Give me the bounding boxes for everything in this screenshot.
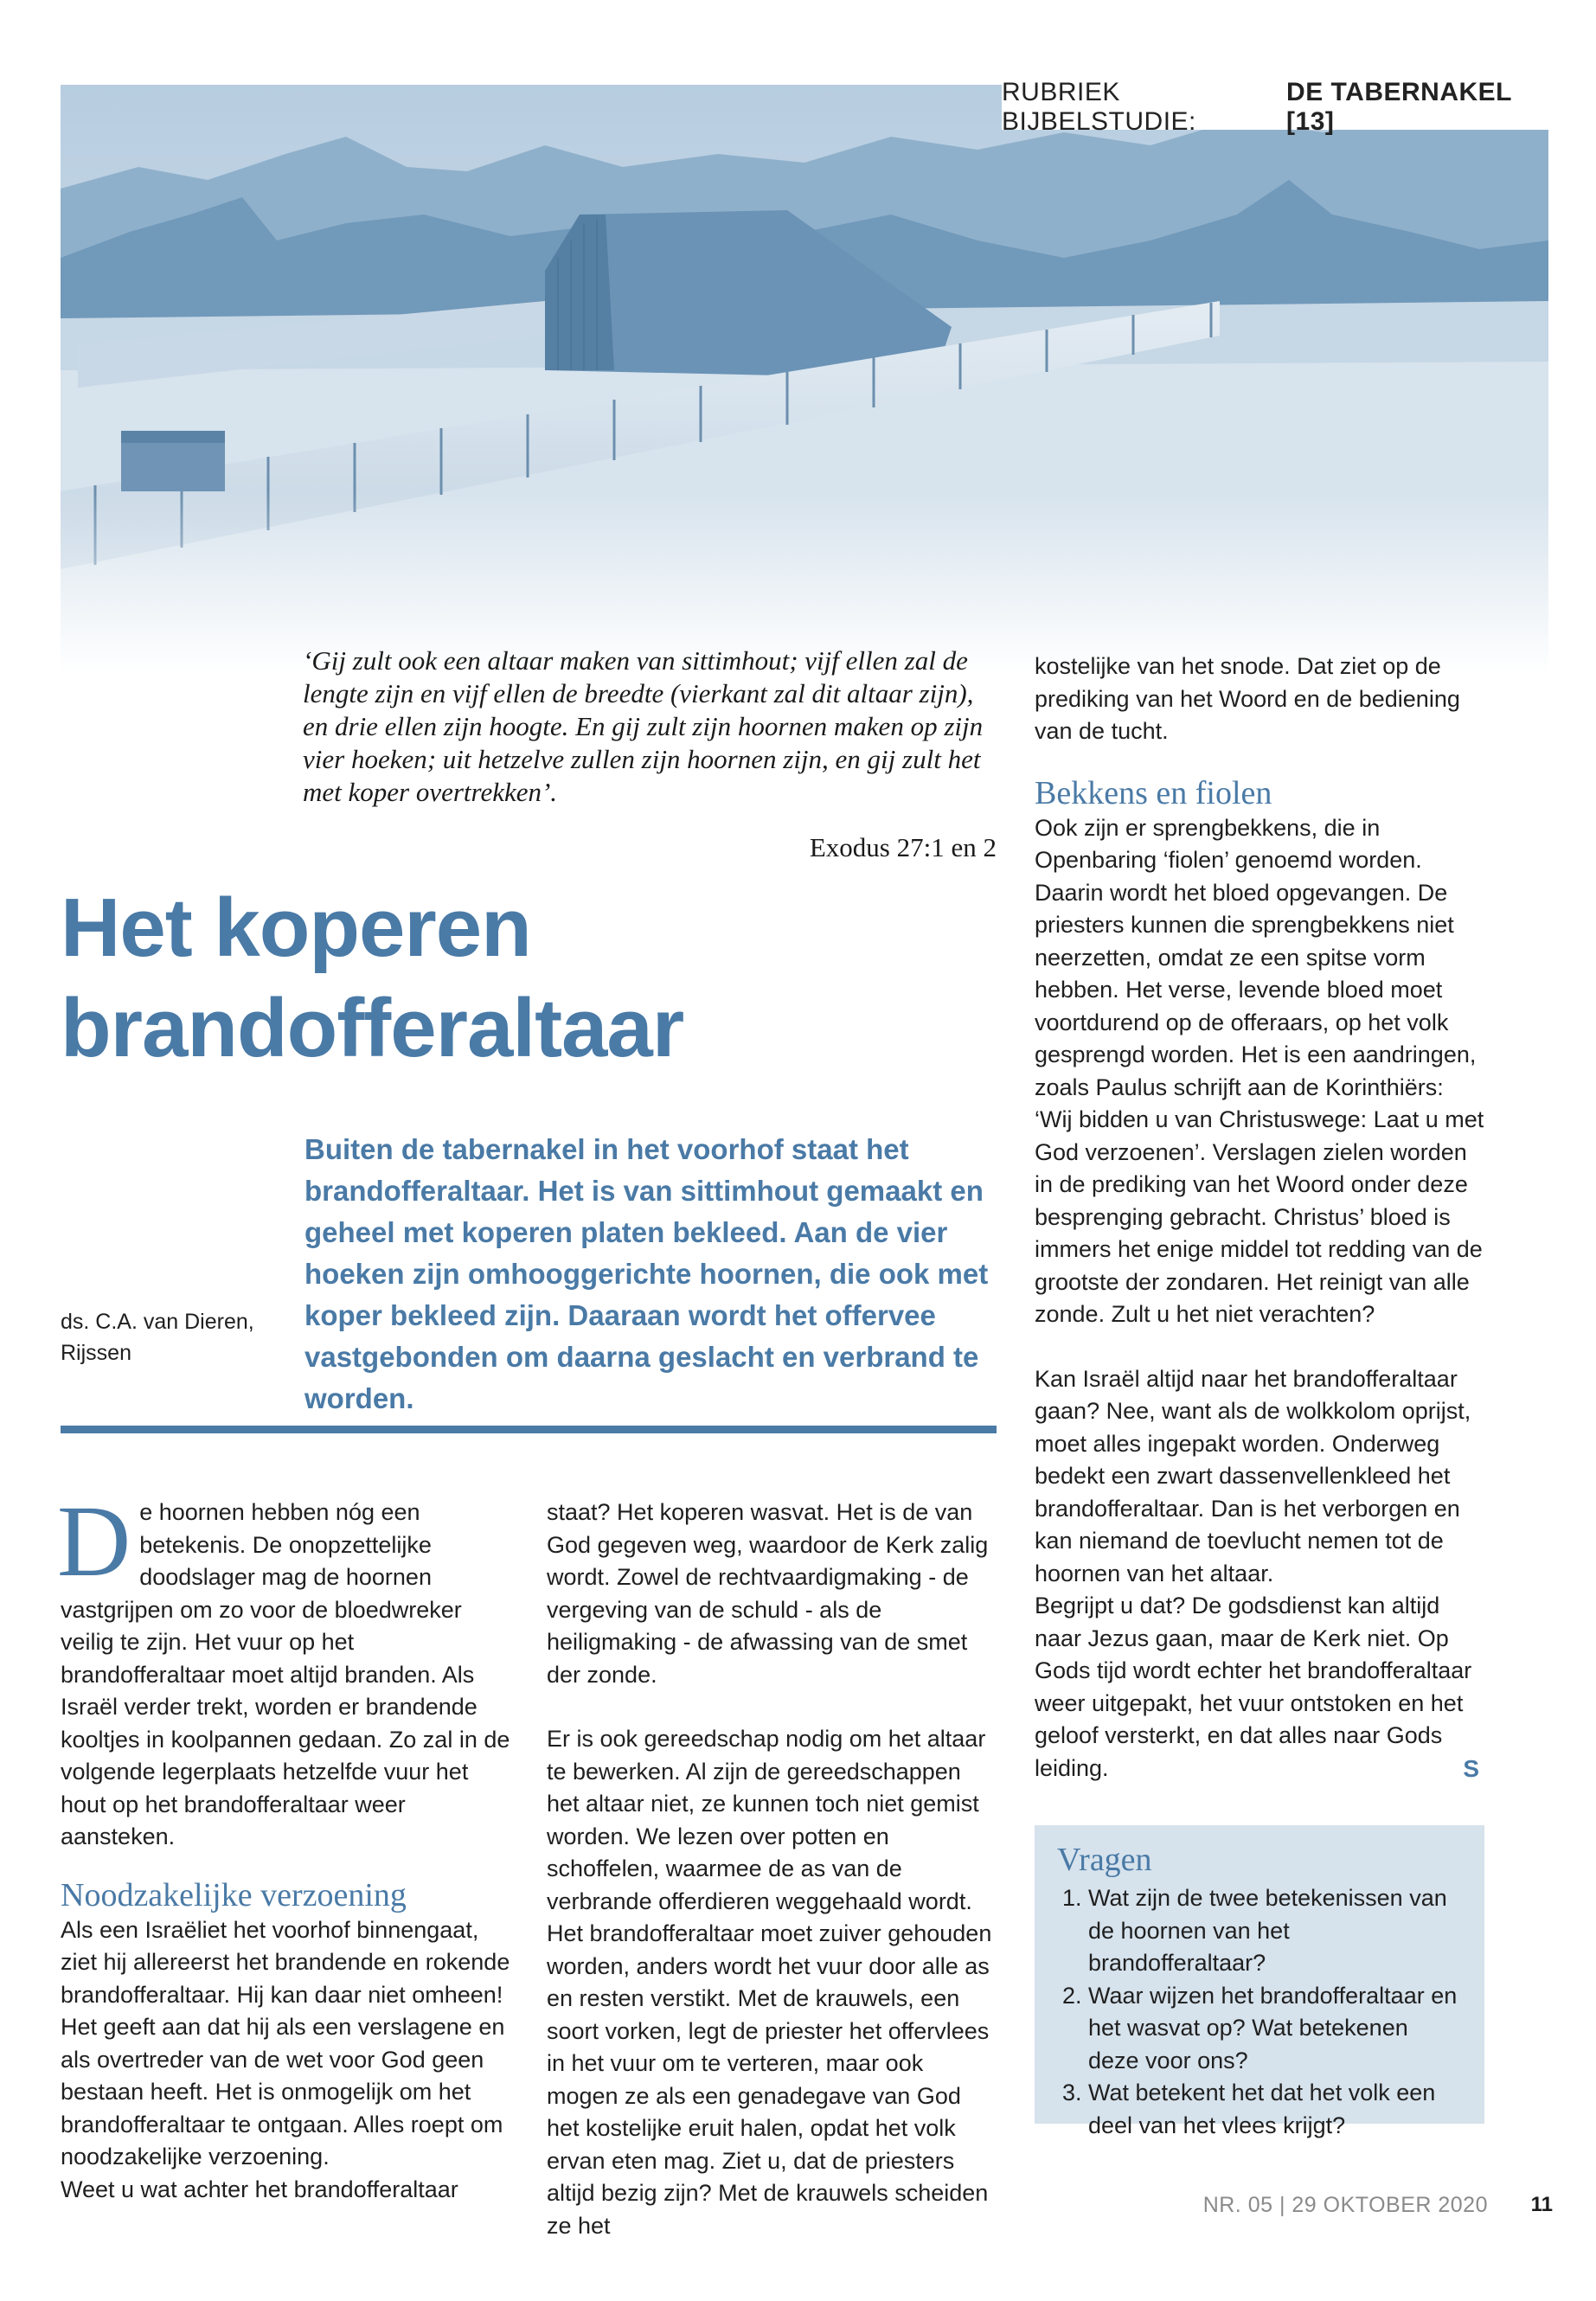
issue-info: NR. 05 | 29 OKTOBER 2020 (1202, 2193, 1488, 2217)
questions-box (1035, 1825, 1484, 2138)
hero-photo (61, 85, 1548, 673)
rubriek-title: DE TABERNAKEL [13] (1286, 78, 1512, 136)
paragraph: Er is ook gereedschap nodig om het altaar te bewerken. Al zijn de gereedschappen het altaar niet, ze kunnen toch niet gemist worden. We lezen over potten en schoffelen, waarmee de as van de verbrande offerdieren weggehaald wordt. Het brandofferaltaar moet zuiver gehouden worden, anders wordt het vuur door alle as en resten verstikt. Met de krauwels, een soort vorken, legt de priester het offervlees in het vuur om te verteren, maar ook mogen ze als een genadegave van God het kostelijke eruit halen, opdat het volk ervan eten mag. Ziet u, dat de priesters altijd bezig zijn? Met de krauwels scheiden ze het (547, 1726, 992, 2239)
paragraph: De hoornen hebben nóg een betekenis. De onopzettelijke doodslager mag de hoornen vastgrijpen om zo voor de bloedwreker veilig te zijn. Het vuur op het brandofferaltaar moet altijd branden. Als Israël verder trekt, worden er brandende kooltjes in koolpannen gedaan. Zo zal in de volgende legerplaats hetzelfde vuur het hout op het brandofferaltaar weer aansteken. (57, 1484, 510, 1849)
paragraph: kostelijke van het snode. Dat ziet op de prediking van het Woord en de bediening van de tucht. (1035, 653, 1460, 744)
author-name: ds. C.A. van Dieren, (61, 1310, 254, 1334)
column-1 (57, 1484, 510, 2206)
question-item: 1. Wat zijn de twee betekenissen van de hoornen van het brandofferaltaar? (1088, 1882, 1458, 1980)
section-divider (61, 1426, 997, 1433)
rubriek-prefix: RUBRIEK BIJBELSTUDIE: (1002, 78, 1196, 136)
title-line-2: brandofferaltaar (61, 982, 684, 1074)
subheading-verzoening: Noodzakelijke verzoening (61, 1876, 407, 1913)
page-number: 11 (1530, 2193, 1553, 2216)
questions-list (1057, 1882, 1458, 2142)
paragraph: Weet u wat achter het brandofferaltaar (61, 2176, 458, 2202)
questions-title: Vragen (1057, 1842, 1152, 1878)
question-item: 2. Waar wijzen het brandofferaltaar en het wasvat op? Wat betekenen deze voor ons? (1088, 1980, 1458, 2078)
rubriek-label (1002, 78, 1548, 136)
column-2 (547, 1497, 997, 2242)
author-place: Rijssen (61, 1341, 131, 1365)
paragraph: Begrijpt u dat? De godsdienst kan altijd naar Jezus gaan, maar de Kerk niet. Op Gods tijd wordt echter het brandofferaltaar weer uitgepakt, het vuur ontstoken en het geloof versterkt, en dat alles naar Gods leiding. S (1035, 1590, 1484, 1785)
article-lead: Buiten de tabernakel in het voorhof staat het brandofferaltaar. Het is van sittimhout gemaakt en geheel met koperen platen bekleed. Aan de vier hoeken zijn omhooggerichte hoornen, die ook met koper bekleed zijn. Daaraan wordt het offervee vastgebonden om daarna geslacht en verbrand te worden. (304, 1133, 989, 1414)
author-byline (61, 1306, 285, 1368)
question-item: 3. Wat betekent het dat het volk een deel van het vlees krijgt? (1088, 2077, 1458, 2142)
bible-quote-reference: Exodus 27:1 en 2 (809, 832, 997, 862)
title-line-1: Het koperen (61, 881, 531, 974)
paragraph: Als een Israëliet het voorhof binnengaat, ziet hij allereerst het brandende en rokende brandofferaltaar. Hij kan daar niet omheen! Het geeft aan dat hij als een verslagene en als overtreder van de wet voor God geen bestaan heeft. Het is onmogelijk om het brandofferaltaar te ontgaan. Alles roept om noodzakelijke verzoening. (61, 1916, 510, 2170)
paragraph: Ook zijn er sprengbekkens, die in Openbaring ‘fiolen’ genoemd worden. Daarin wordt het bloed opgevangen. De priesters kunnen die sprengbekkens niet neerzetten, omdat ze een spitse vorm hebben. Het verse, levende bloed moet voortdurend op de offeraars, op het volk gesprengd worden. Het is een aandringen, zoals Paulus schrijft aan de Korinthiërs: ‘Wij bidden u van Christuswege: Laat u met God verzoenen’. Verslagen zielen worden in de prediking van het Woord onder deze besprenging gebracht. Christus’ bloed is immers het enige middel tot redding van de grootste der zondaren. Het reinigt van alle zonde. Zult u het niet verachten? (1035, 814, 1484, 1327)
end-mark-icon: S (1463, 1754, 1479, 1782)
paragraph: staat? Het koperen wasvat. Het is de van God gegeven weg, waardoor de Kerk zalig wordt. Zowel de rechtvaardigmaking - de vergeving van de schuld - als de heiligmaking - de afwassing van de smet der zonde. (547, 1499, 989, 1688)
bible-quote: ‘Gij zult ook een altaar maken van sittimhout; vijf ellen zal de lengte zijn en vijf ellen de breedte (vierkant zal dit altaar zijn), en drie ellen zijn hoogte. En gij zult zijn hoornen maken op zijn vier hoeken; uit hetzelve zullen zijn hoornen zijn, en gij zult het met koper overtrekken’. (303, 645, 984, 807)
article-title (61, 878, 926, 1079)
column-3 (1035, 651, 1484, 1785)
subheading-bekkens: Bekkens en fiolen (1035, 774, 1272, 811)
dropcap: D (57, 1484, 131, 1598)
paragraph: Kan Israël altijd naar het brandofferaltaar gaan? Nee, want als de wolkkolom oprijst, moet alles ingepakt worden. Onderweg bedekt een zwart dassenvellenkleed het brandofferaltaar. Dan is het verborgen en kan niemand de toevlucht nemen tot de hoornen van het altaar. (1035, 1365, 1471, 1586)
